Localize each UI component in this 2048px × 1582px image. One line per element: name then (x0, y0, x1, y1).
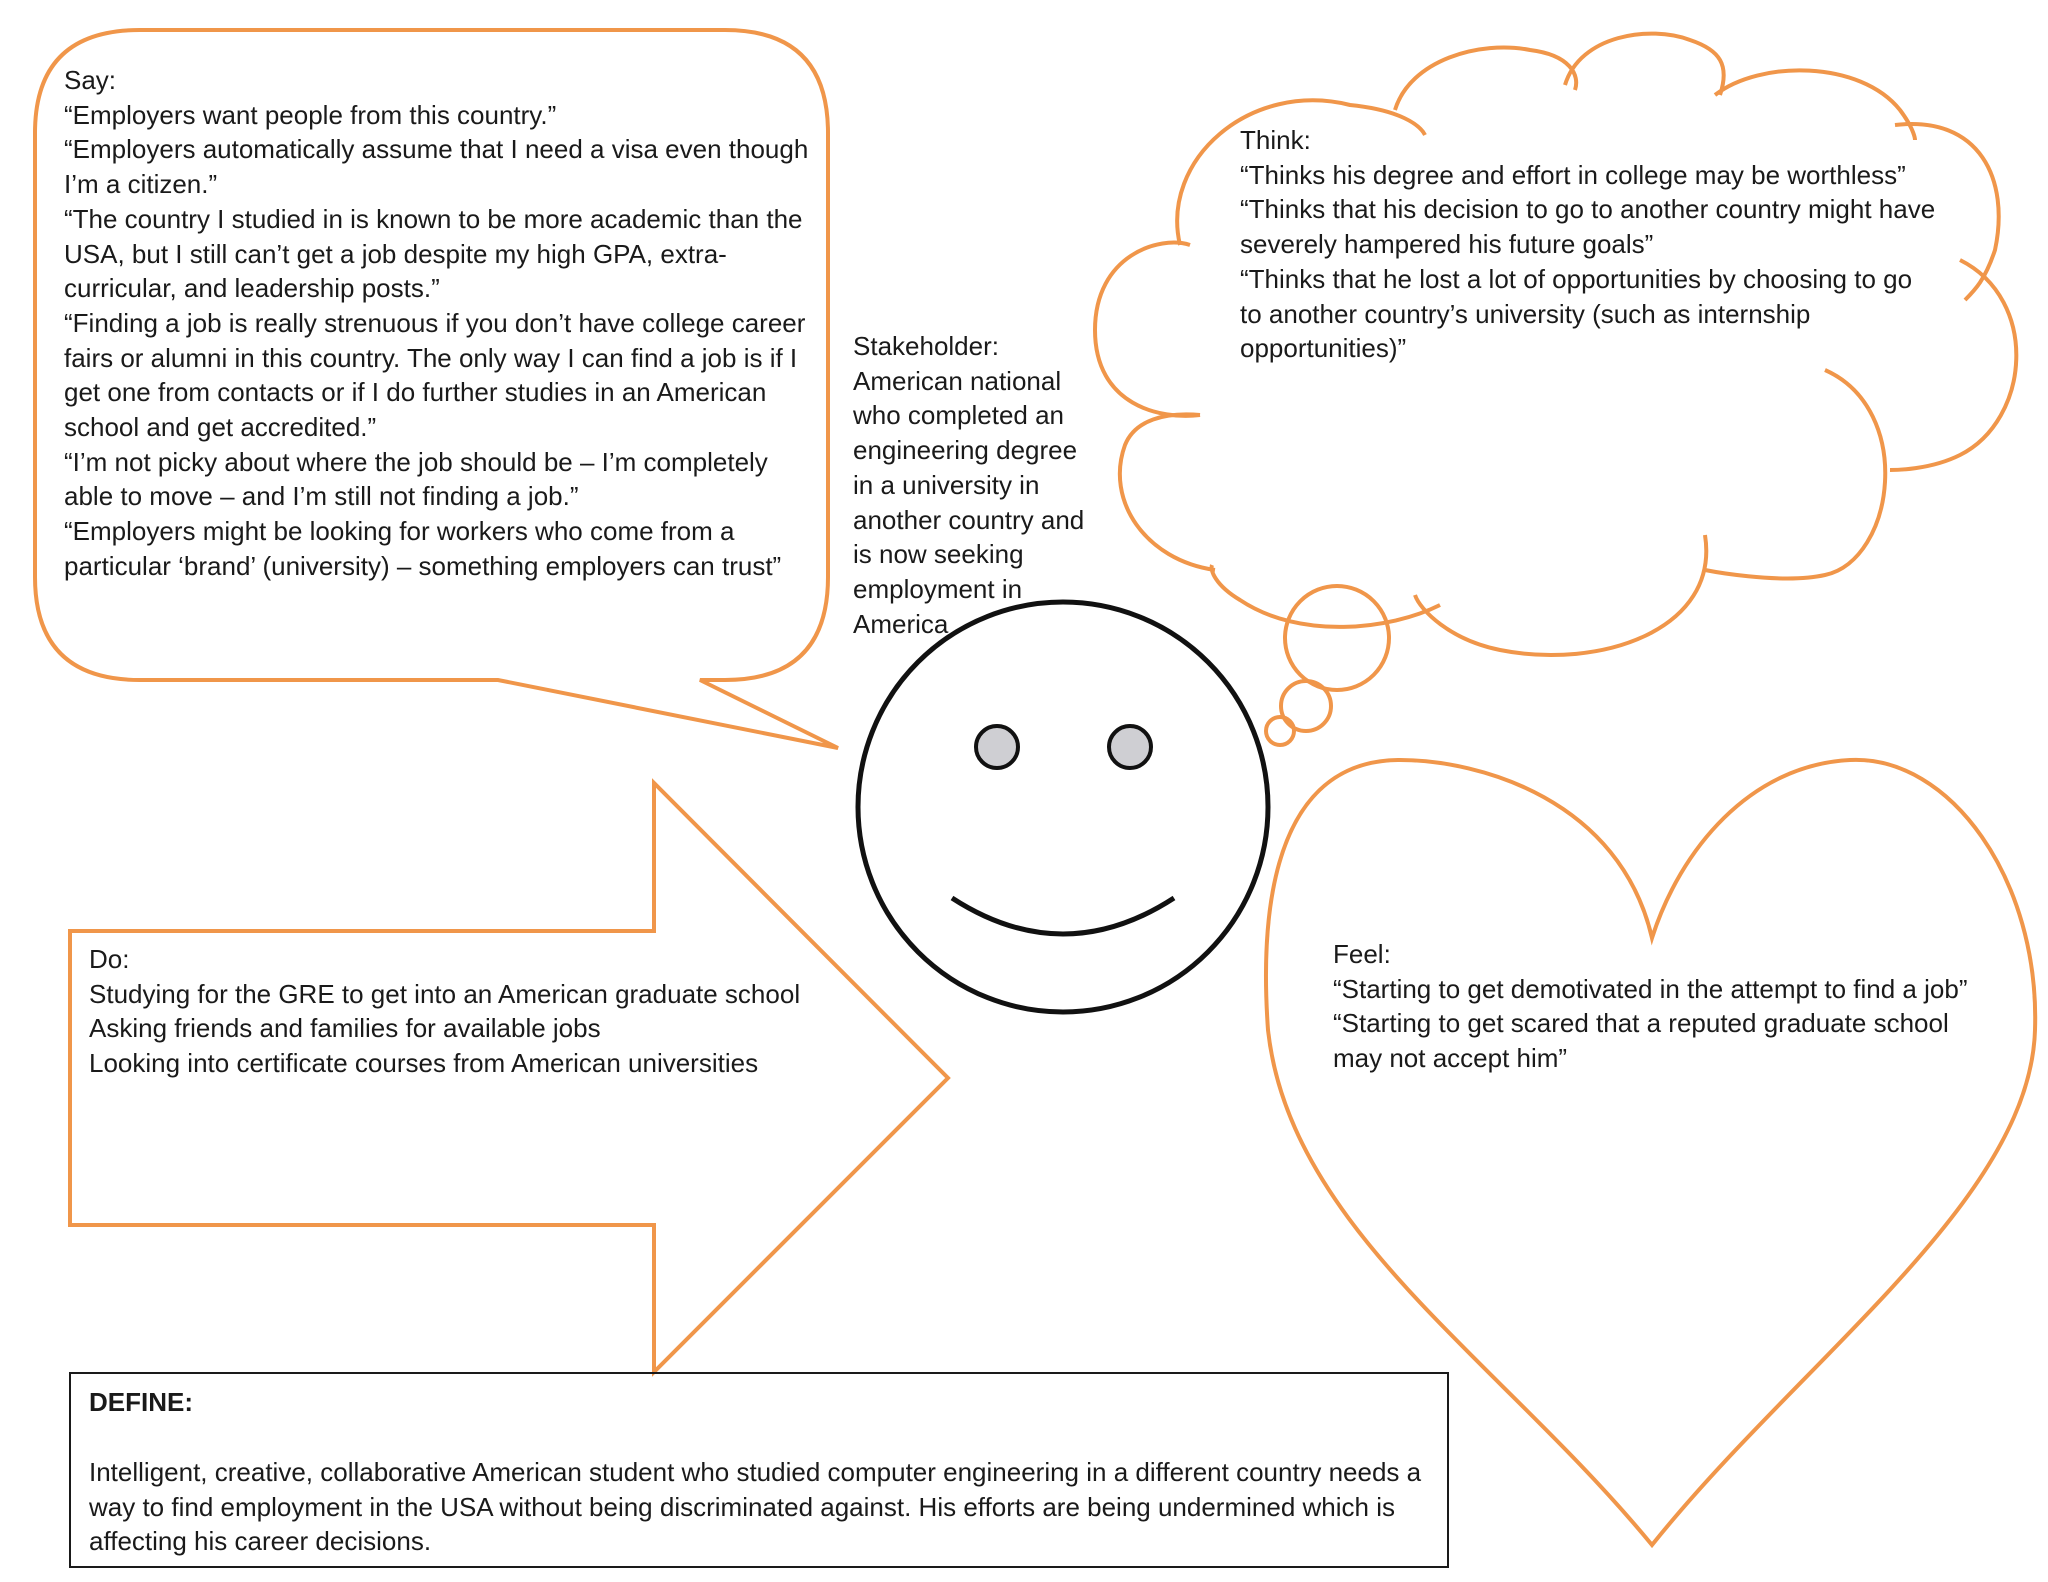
feel-title: Feel: (1333, 939, 1391, 969)
define-statement: Intelligent, creative, collaborative American student who studied computer engineering in a different country needs a way to find employment in the USA without being discriminated against. His efforts are being undermined which is affecting his career decisions. (89, 1457, 1422, 1557)
stakeholder-description: American national who completed an engineering degree in a university in another country and is now seeking employment in America (853, 365, 1085, 639)
do-item: Looking into certificate courses from American universities (89, 1048, 759, 1079)
say-quote: “Employers automatically assume that I need a visa even though I’m a citizen.” (64, 134, 809, 200)
feel-quote: “Starting to get scared that a reputed graduate school may not accept him” (1333, 1008, 1949, 1074)
think-quote: “Thinks that he lost a lot of opportunities by choosing to go to another country’s university (such as internship opportunities)” (1240, 263, 1913, 364)
face-outline (858, 602, 1268, 1012)
smile-mouth (952, 898, 1174, 934)
say-title: Say: (64, 65, 117, 95)
left-eye (976, 726, 1018, 768)
define-title: DEFINE: (89, 1387, 193, 1417)
say-quote: “Finding a job is really strenuous if you don’t have college career fairs or alumni in this country. The only way I can find a job is if I get one from contacts or if I do further studies in an American school and get accredited.” (64, 307, 806, 443)
say-quote: “Employers want people from this country.” (64, 99, 557, 130)
define-box (69, 1372, 1449, 1568)
stakeholder-face (858, 602, 1268, 1012)
feel-quote: “Starting to get demotivated in the attempt to find a job” (1333, 973, 1968, 1004)
do-item: Asking friends and families for available jobs (89, 1013, 601, 1044)
think-title: Think: (1240, 125, 1311, 155)
say-quote: “The country I studied in is known to be more academic than the USA, but I still can’t get a job despite my high GPA, extra-curricular, and leadership posts.” (64, 203, 803, 304)
think-panel (1240, 123, 1940, 366)
right-eye (1109, 726, 1151, 768)
do-title: Do: (89, 944, 130, 974)
say-panel (64, 63, 824, 584)
do-panel (89, 942, 849, 1081)
say-quote: “I’m not picky about where the job should be – I’m completely able to move – and I’m still not finding a job.” (64, 446, 768, 512)
stakeholder-panel (853, 329, 1093, 641)
think-quote: “Thinks his degree and effort in college may be worthless” (1240, 159, 1906, 190)
think-quote: “Thinks that his decision to go to another country might have severely hampered his future goals” (1240, 194, 1936, 260)
stakeholder-title: Stakeholder: (853, 331, 999, 361)
do-item: Studying for the GRE to get into an American graduate school (89, 978, 801, 1009)
say-quote: “Employers might be looking for workers who come from a particular ‘brand’ (university) – something employers can trust” (64, 516, 782, 581)
feel-panel (1333, 937, 1973, 1076)
